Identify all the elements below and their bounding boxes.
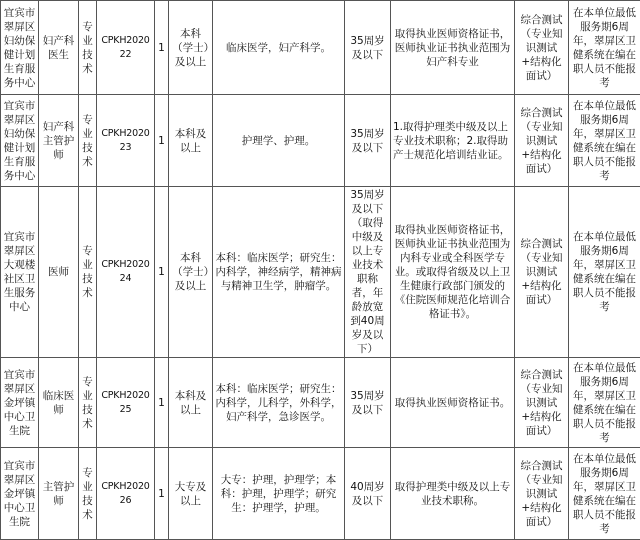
education-cell: 本科及以上 (169, 95, 213, 187)
code-cell: CPKH202022 (97, 1, 155, 95)
age-cell: 35周岁及以下 (345, 358, 391, 448)
age-cell: 35周岁及以下 (345, 95, 391, 187)
other-cell: 取得执业医师资格证书，医师执业证书执业范围为妇产科专业 (391, 1, 515, 95)
exam-cell: 综合测试（专业知识测试+结构化面试） (515, 187, 569, 358)
table-row (1, 95, 640, 187)
major-cell: 临床医学，妇产科学。 (213, 1, 345, 95)
unit-cell: 宜宾市翠屏区金坪镇中心卫生院 (1, 358, 39, 448)
education-cell: 本科及以上 (169, 358, 213, 448)
other-cell: 1.取得护理类中级及以上专业技术职称；2.取得助产士规范化培训结业证。 (391, 95, 515, 187)
exam-cell: 综合测试（专业知识测试+结构化面试） (515, 1, 569, 95)
count-cell: 1 (155, 1, 169, 95)
position-cell: 医师 (39, 187, 79, 358)
unit-cell: 宜宾市翠屏区金坪镇中心卫生院 (1, 448, 39, 540)
category-cell: 专业技术 (79, 187, 97, 358)
table-row (1, 358, 640, 448)
position-cell: 临床医师 (39, 358, 79, 448)
age-cell: 40周岁及以下 (345, 448, 391, 540)
count-cell: 1 (155, 358, 169, 448)
count-cell: 1 (155, 95, 169, 187)
major-cell: 大专：护理，护理学；本科：护理，护理学；研究生：护理学，护理。 (213, 448, 345, 540)
major-cell: 护理学、护理。 (213, 95, 345, 187)
table-row (1, 187, 640, 358)
count-cell: 1 (155, 187, 169, 358)
note-cell: 在本单位最低服务期6周年，翠屏区卫健系统在编在职人员不能报考 (569, 358, 640, 448)
unit-cell: 宜宾市翠屏区妇幼保健计划生育服务中心 (1, 1, 39, 95)
other-cell: 取得执业医师资格证书，医师执业证书执业范围为内科专业或全科医学专业。或取得省级及以上卫生健康行政部门颁发的《住院医师规范化培训合格证书》。 (391, 187, 515, 358)
code-cell: CPKH202025 (97, 358, 155, 448)
position-cell: 妇产科主管护师 (39, 95, 79, 187)
category-cell: 专业技术 (79, 1, 97, 95)
exam-cell: 综合测试（专业知识测试+结构化面试） (515, 358, 569, 448)
position-cell: 妇产科医生 (39, 1, 79, 95)
major-cell: 本科：临床医学；研究生：内科学，儿科学，外科学，妇产科学，急诊医学。 (213, 358, 345, 448)
category-cell: 专业技术 (79, 95, 97, 187)
category-cell: 专业技术 (79, 448, 97, 540)
other-cell: 取得执业医师资格证书。 (391, 358, 515, 448)
category-cell: 专业技术 (79, 358, 97, 448)
unit-cell: 宜宾市翠屏区妇幼保健计划生育服务中心 (1, 95, 39, 187)
code-cell: CPKH202024 (97, 187, 155, 358)
education-cell: 本科（学士）及以上 (169, 187, 213, 358)
table-row (1, 1, 640, 95)
code-cell: CPKH202026 (97, 448, 155, 540)
count-cell: 1 (155, 448, 169, 540)
note-cell: 在本单位最低服务期6周年，翠屏区卫健系统在编在职人员不能报考 (569, 187, 640, 358)
unit-cell: 宜宾市翠屏区大观楼社区卫生服务中心 (1, 187, 39, 358)
position-cell: 主管护师 (39, 448, 79, 540)
education-cell: 本科（学士）及以上 (169, 1, 213, 95)
other-cell: 取得护理类中级及以上专业技术职称。 (391, 448, 515, 540)
code-cell: CPKH202023 (97, 95, 155, 187)
note-cell: 在本单位最低服务期6周年，翠屏区卫健系统在编在职人员不能报考 (569, 1, 640, 95)
age-cell: 35周岁及以下（取得中级及以上专业技术职称者，年龄放宽到40周岁及以下） (345, 187, 391, 358)
note-cell: 在本单位最低服务期6周年，翠屏区卫健系统在编在职人员不能报考 (569, 448, 640, 540)
major-cell: 本科：临床医学；研究生：内科学，神经病学，精神病与精神卫生学，肿瘤学。 (213, 187, 345, 358)
exam-cell: 综合测试（专业知识测试+结构化面试） (515, 448, 569, 540)
age-cell: 35周岁及以下 (345, 1, 391, 95)
education-cell: 大专及以上 (169, 448, 213, 540)
exam-cell: 综合测试（专业知识测试+结构化面试） (515, 95, 569, 187)
note-cell: 在本单位最低服务期6周年，翠屏区卫健系统在编在职人员不能报考 (569, 95, 640, 187)
